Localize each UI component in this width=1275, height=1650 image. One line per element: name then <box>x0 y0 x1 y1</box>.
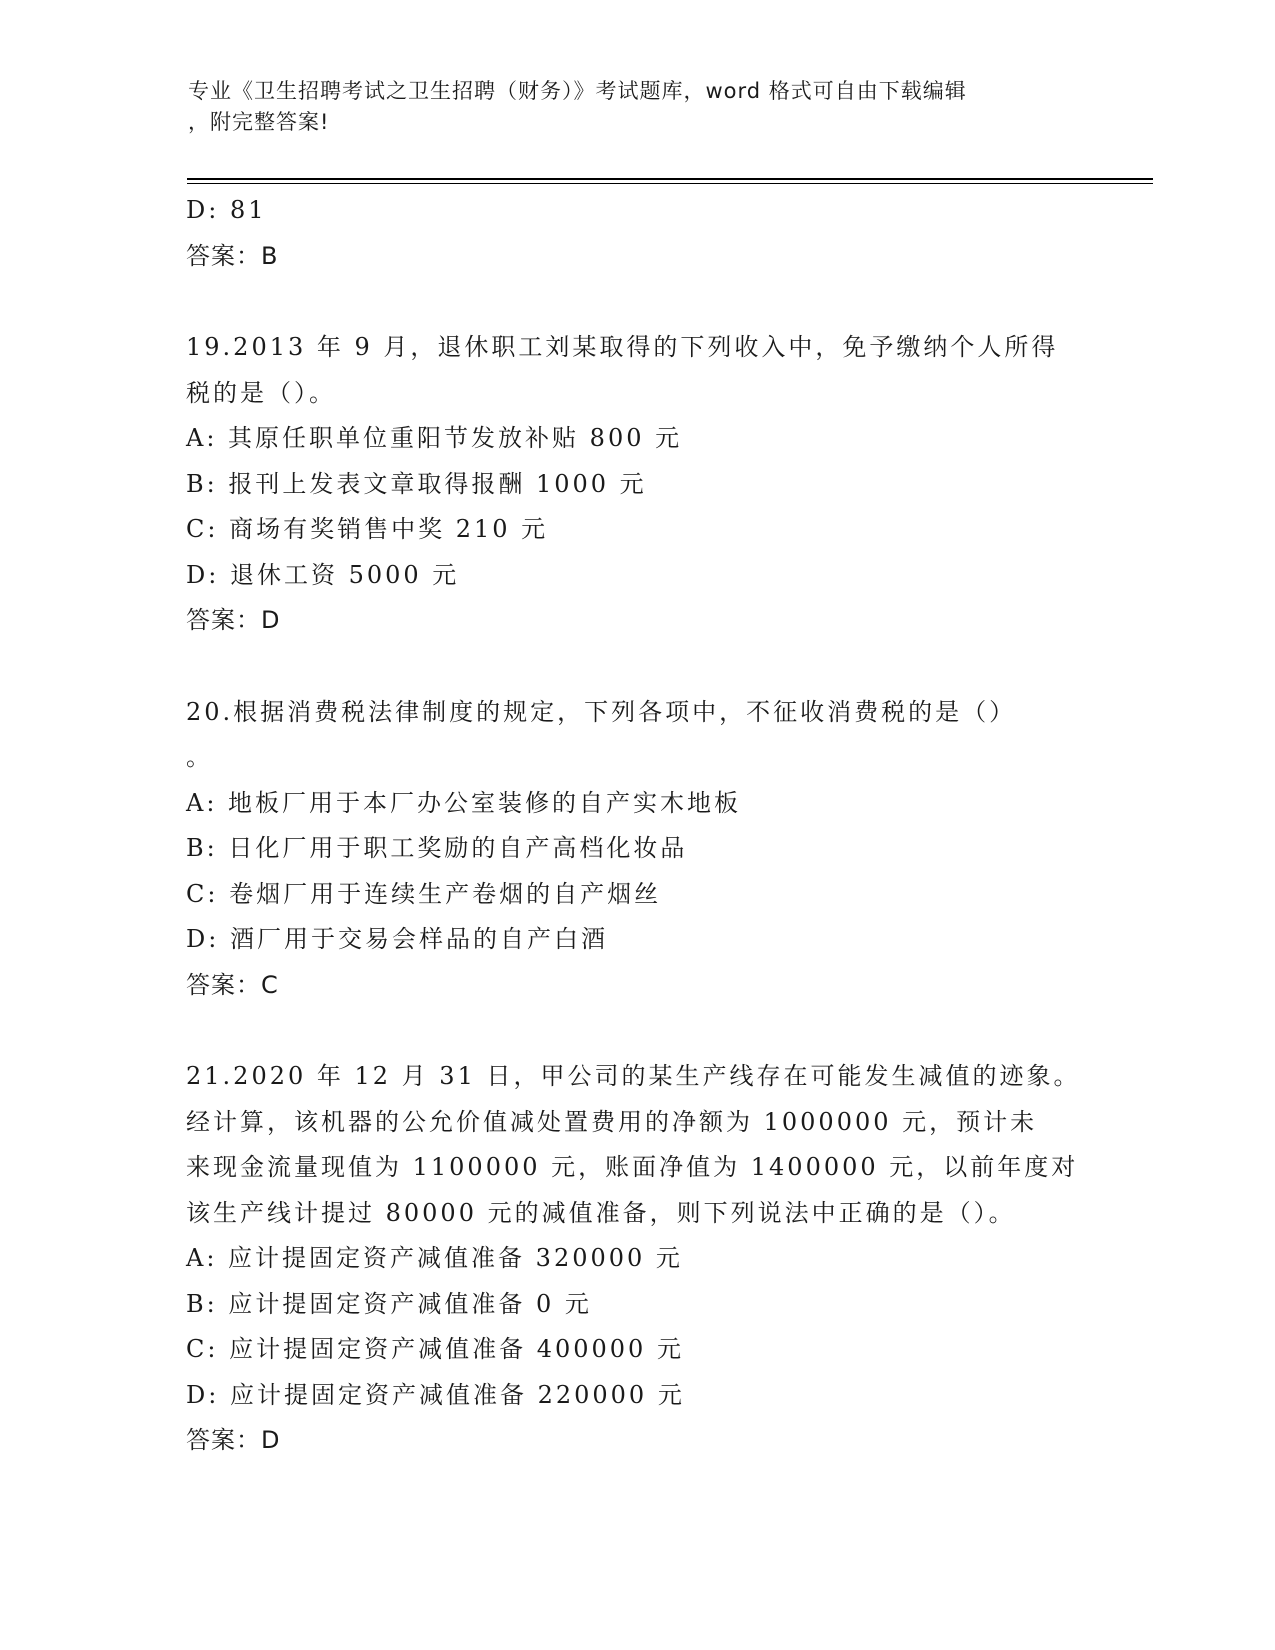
question-21-option-a: A: 应计提固定资产减值准备 320000 元 <box>186 1244 683 1272</box>
question-19-text-1: 19.2013 年 9 月，退休职工刘某取得的下列收入中，免予缴纳个人所得 <box>186 333 1059 361</box>
prev-option-d: D: 81 <box>186 196 267 224</box>
question-19-option-d: D: 退休工资 5000 元 <box>186 560 460 589</box>
question-21-text-4: 该生产线计提过 80000 元的减值准备，则下列说法中正确的是（）。 <box>186 1198 1016 1227</box>
question-19-option-c: C: 商场有奖销售中奖 210 元 <box>186 515 549 543</box>
header-line-2: ，附完整答案! <box>188 110 330 134</box>
question-20-text-2: 。 <box>186 743 213 771</box>
question-20-answer: 答案：C <box>186 970 279 999</box>
prev-answer: 答案：B <box>186 241 279 270</box>
question-19-option-a: A: 其原任职单位重阳节发放补贴 800 元 <box>186 424 683 452</box>
question-21-text-2: 经计算，该机器的公允价值减处置费用的净额为 1000000 元，预计未 <box>186 1107 1038 1136</box>
question-20-option-d: D: 酒厂用于交易会样品的自产白酒 <box>186 925 608 953</box>
question-19-text-2: 税的是（）。 <box>186 378 336 407</box>
question-21-option-c: C: 应计提固定资产减值准备 400000 元 <box>186 1335 684 1363</box>
spacer <box>186 279 1086 325</box>
question-21-option-b: B: 应计提固定资产减值准备 0 元 <box>186 1289 592 1318</box>
question-20-option-b: B: 日化厂用于职工奖励的自产高档化妆品 <box>186 834 688 862</box>
question-list <box>186 188 1086 1464</box>
question-21-option-d: D: 应计提固定资产减值准备 220000 元 <box>186 1380 685 1409</box>
header-line-1: 专业《卫生招聘考试之卫生招聘（财务）》考试题库，word 格式可自由下载编辑 <box>188 79 967 103</box>
page-header <box>188 76 1068 138</box>
question-21-answer: 答案：D <box>186 1426 281 1454</box>
spacer <box>186 644 1086 690</box>
question-19 <box>186 325 1086 644</box>
question-21-text-3: 来现金流量现值为 1100000 元，账面净值为 1400000 元，以前年度对 <box>186 1153 1079 1181</box>
question-20-option-c: C: 卷烟厂用于连续生产卷烟的自产烟丝 <box>186 879 662 908</box>
question-19-answer: 答案：D <box>186 606 281 634</box>
question-21-text-1: 21.2020 年 12 月 31 日，甲公司的某生产线存在可能发生减值的迹象。 <box>186 1062 1081 1090</box>
header-rule-thin <box>187 183 1153 184</box>
spacer <box>186 1008 1086 1054</box>
question-19-option-b: B: 报刊上发表文章取得报酬 1000 元 <box>186 469 647 498</box>
question-20-option-a: A: 地板厂用于本厂办公室装修的自产实木地板 <box>186 788 742 817</box>
question-20-text-1: 20.根据消费税法律制度的规定，下列各项中，不征收消费税的是（） <box>186 697 1017 726</box>
question-21 <box>186 1054 1086 1464</box>
header-rule-thick <box>187 178 1153 180</box>
question-20 <box>186 690 1086 1009</box>
